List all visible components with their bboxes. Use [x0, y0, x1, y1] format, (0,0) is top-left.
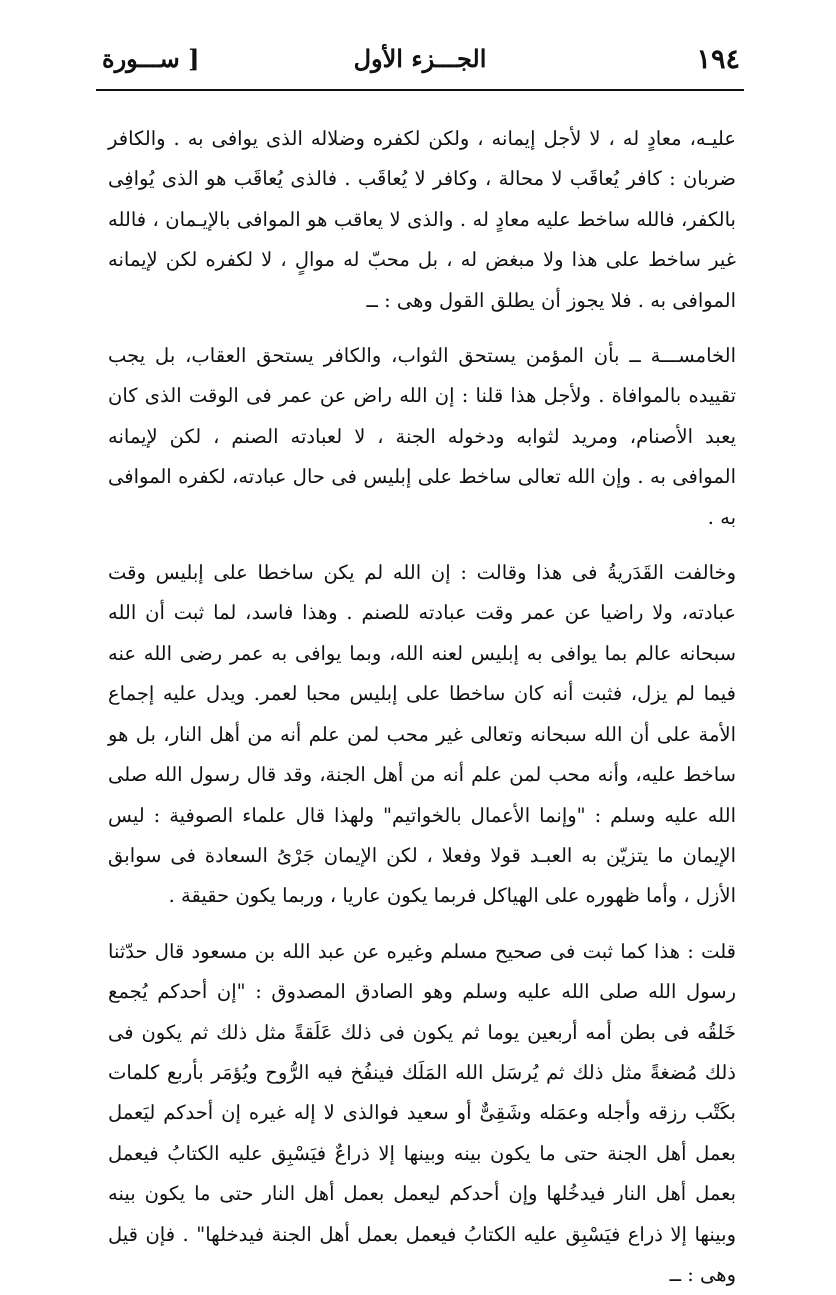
paragraph-3: وخالفت القَدَريةُ فى هذا وقالت : إن الله لم يكن ساخطا على إبليس وقت عبادته، ولا راضيا عن عمر وقت عبادته للصنم . وهذا فاسد، لما ثبت أن الله سبحانه عالم بما يوافى به إبليس لعنه الله، وبما يوافى به عمر رضى الله عنه فيما لم يزل، فثبت أنه كان ساخطا على إبليس محبا لعمر. ويدل عليه إجماع الأمة على أن الله سبحانه وتعالى غير محب لمن علم أنه من أهل النار، بل هو ساخط عليه، وأنه محب لمن علم أنه من أهل الجنة، وقد قال رسول الله صلى الله عليه وسلم : "وإنما الأعمال بالخواتيم" ولهذا قال علماء الصوفية : ليس الإيمان ما يتزيّن به العبـد قولا وفعلا ، لكن الإيمان جَرْىُ السعادة فى سوابق الأزل ، وأما ظهوره على الهياكل فربما يكون عاريا ، وربما يكون حقيقة . — [108, 561, 736, 908]
running-title: الجـــزء الأول — [353, 44, 487, 73]
body-text — [108, 119, 736, 1295]
chapter-heading: [ ســـورة — [102, 44, 200, 73]
page-header — [96, 38, 744, 86]
paragraph-4: قلت : هذا كما ثبت فى صحيح مسلم وغيره عن عبد الله بن مسعود قال حدّثنا رسول الله صلى الله عليه وسلم وهو الصادق المصدوق : "إن أحدكم يُجمع خَلقُه فى بطن أمه أربعين يوما ثم يكون فى ذلك عَلَقةً مثل ذلك ثم يكون فى ذلك مُضغةً مثل ذلك ثم يُرسَل الله المَلَك فينفُخ فيه الرُّوح ويُؤمَر بأربع كلمات بكَتْب رزقه وأجله وعمَله وشَقِىٌّ أو سعيد فوالذى لا إله غيره إن أحدكم ليَعمل بعمل أهل الجنة حتى ما يكون بينه وبينها إلا ذراعٌ فيَسْبِق عليه الكتابُ فيعمل بعمل أهل النار فيدخُلها وإن أحدكم ليعمل بعمل أهل النار حتى ما يكون بينه وبينها إلا ذراع فيَسْبِق عليه الكتابُ فيعمل بعمل أهل الجنة فيدخلها" . فإن قيل وهى : ــ — [108, 939, 736, 1286]
page-number: ١٩٤ — [696, 44, 740, 75]
paragraph-1: عليـه، معادٍ له ، لا لأجل إيمانه ، ولكن لكفره وضلاله الذى يوافى به . والكافر ضربان : كافر يُعاقَب لا محالة ، وكافر لا يُعاقَب . فالذى يُعاقَب هو الذى يُوافِى بالكفر، فالله ساخط عليه معادٍ له . والذى لا يعاقب هو الموافى بالإيـمان ، فالله غير ساخط على هذا ولا مبغض له ، بل محبّ له موالٍ ، لا لكفره لكن لإيمانه الموافى به . فلا يجوز أن يطلق القول وهى : ــ — [108, 127, 736, 312]
paragraph-2: الخامســـة ــ بأن المؤمن يستحق الثواب، والكافر يستحق العقاب، بل يجب تقييده بالموافاة . ولأجل هذا قلنا : إن الله راض عن عمر فى الوقت الذى كان يعبد الأصنام، ومريد لثوابه ودخوله الجنة ، لا لعبادته الصنم ، لكن لإيمانه الموافى به . وإن الله تعالى ساخط على إبليس فى حال عبادته، لكفره الموافى به . — [108, 344, 736, 529]
header-rule — [96, 89, 744, 91]
